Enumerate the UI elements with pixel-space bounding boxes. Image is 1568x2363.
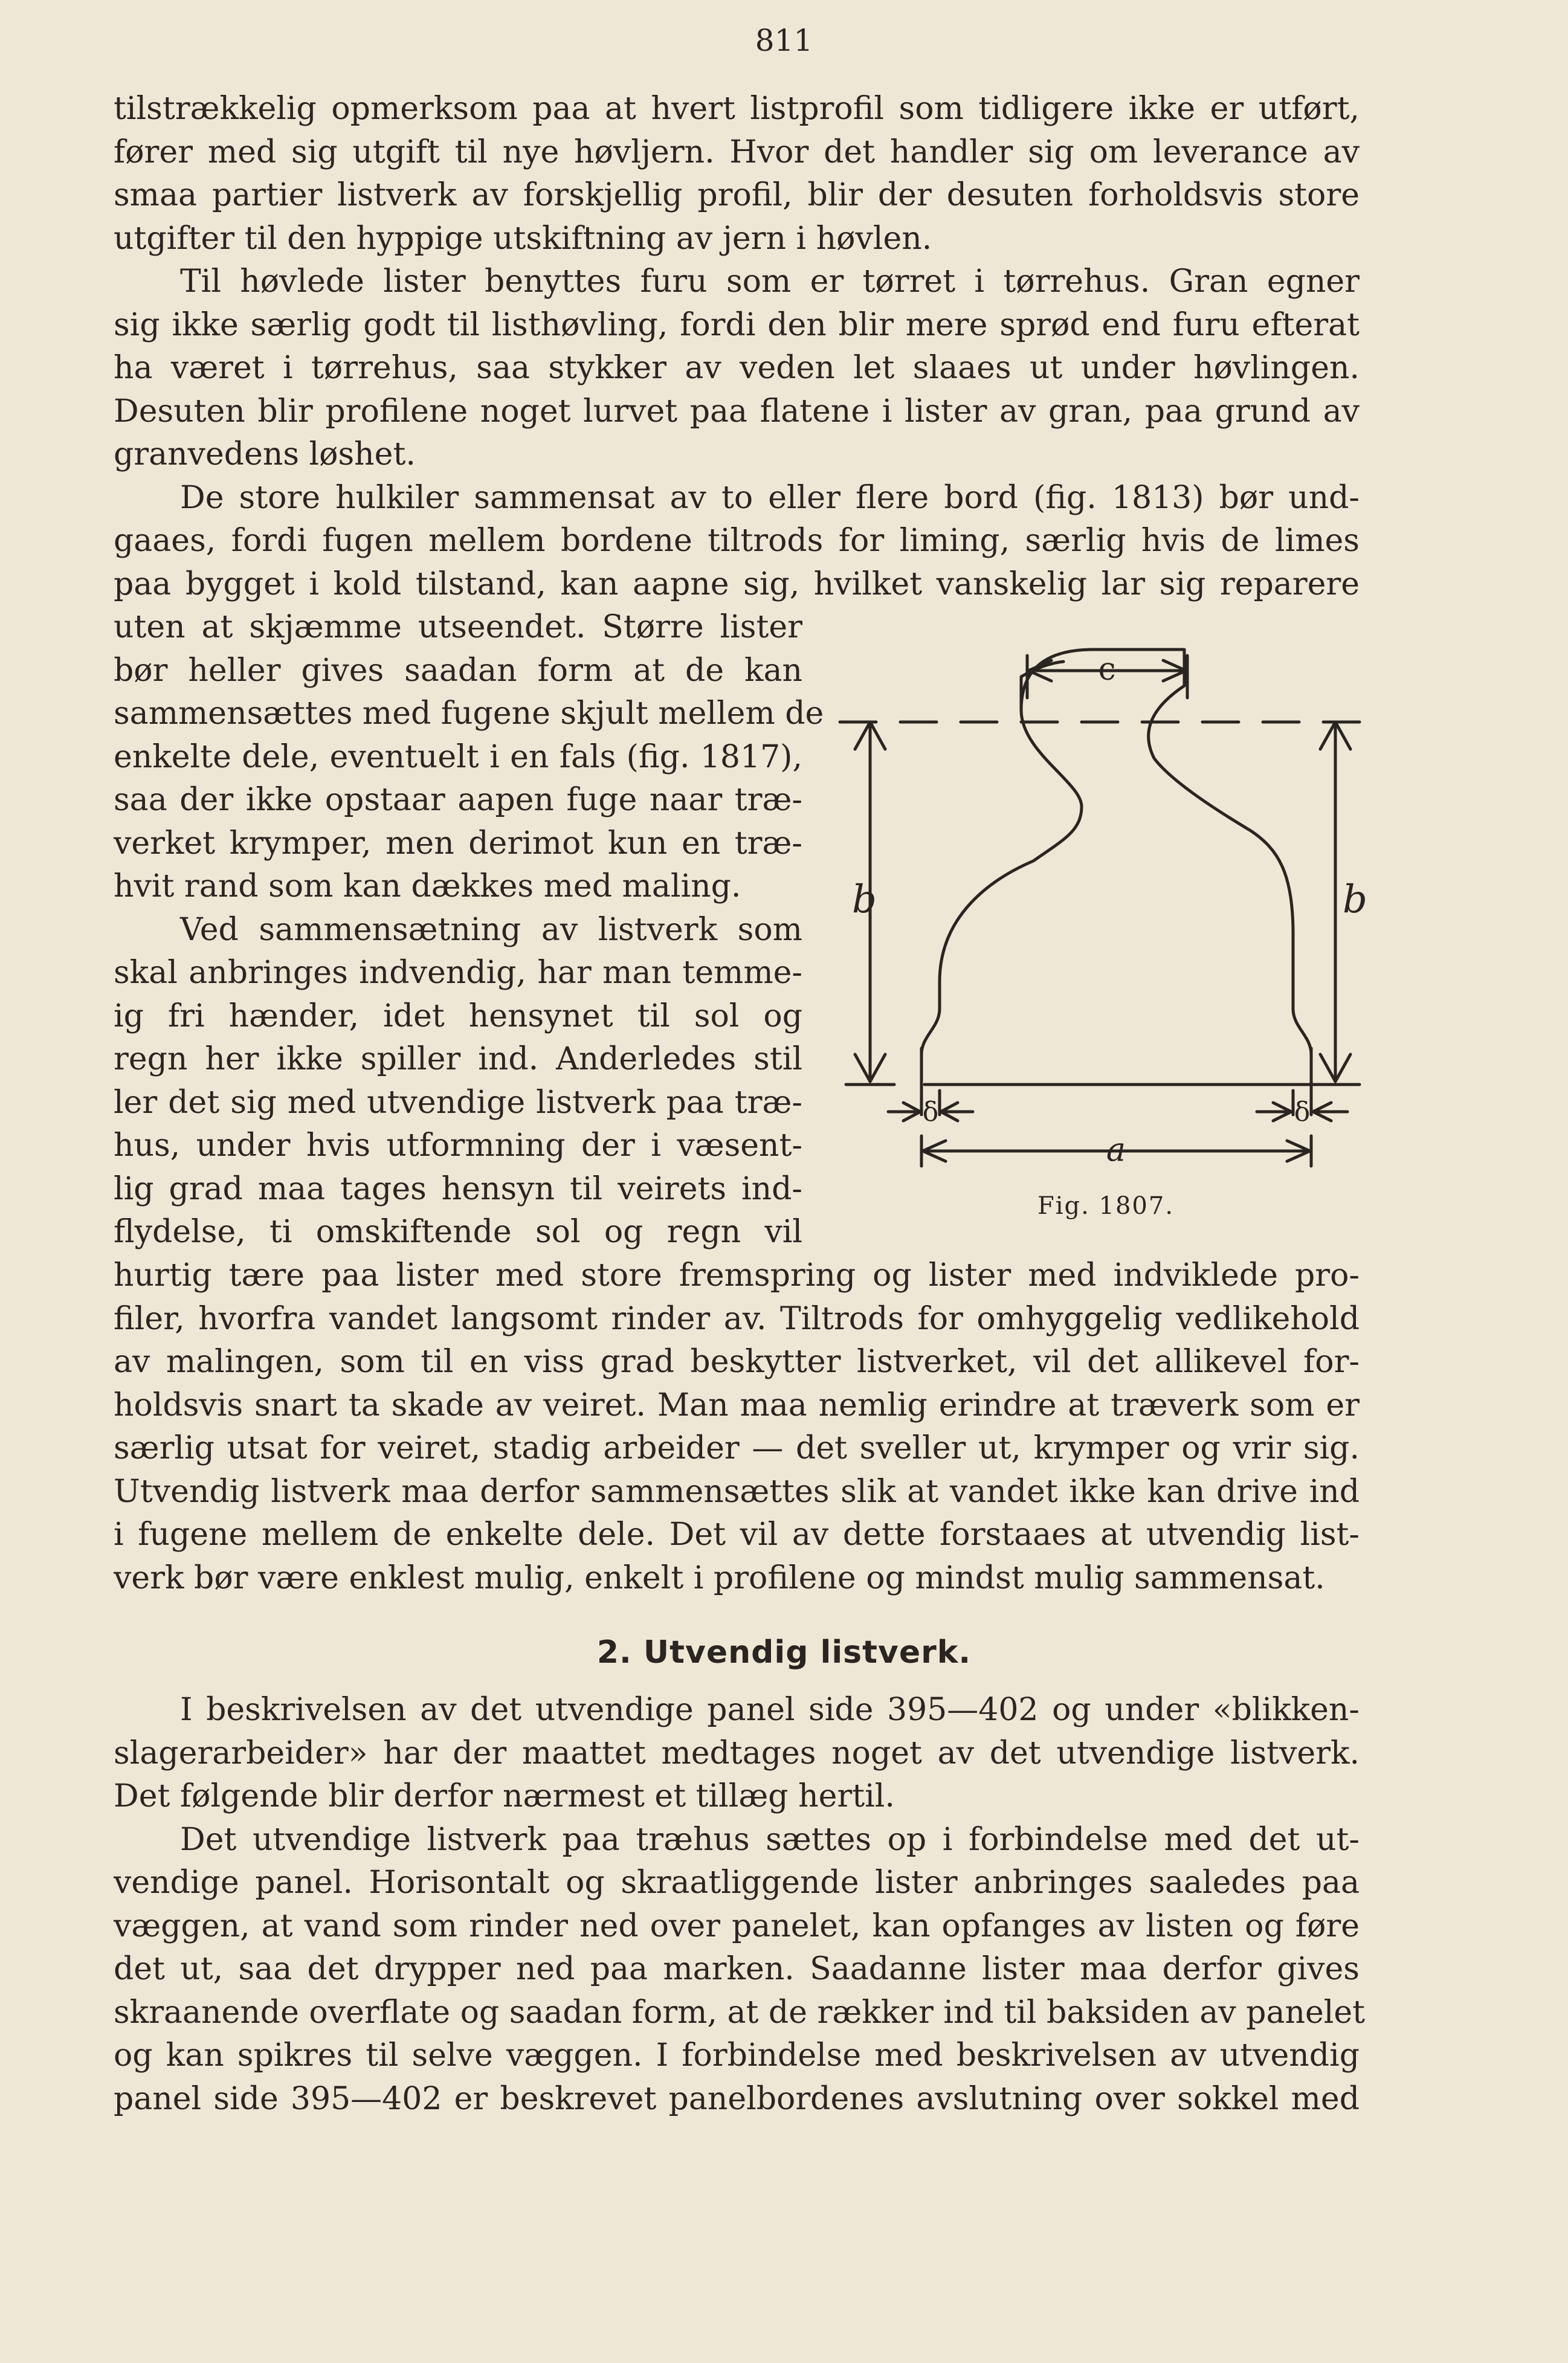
text-line: uten at skjæmme utseendet. Større lister [114,609,802,645]
text-line: saa der ikke opstaar aapen fuge naar træ- [114,782,802,818]
profile-drawing [834,631,1378,1223]
arrow-delta-right-1 [1257,1103,1291,1121]
text-line: vendige panel. Horisontalt og skraatliggende lister anbringes saaledes paa [114,1865,1360,1901]
text-line: lig grad maa tages hensyn til veirets ind- [114,1170,802,1207]
section-heading: 2. Utvendig listverk. [596,1634,972,1671]
text-line: og kan spikres til selve væggen. I forbindelse med beskrivelsen av utvendig [114,2037,1360,2074]
text-line: hus, under hvis utformning der i væsent- [114,1127,802,1164]
text-line: verk bør være enklest mulig, enkelt i profilene og mindst mulig sammensat. [114,1559,1325,1596]
text-line: holdsvis snart ta skade av veiret. Man maa nemlig erindre at træverk som er [114,1387,1360,1423]
text-line: paa bygget i kold tilstand, kan aapne sig, hvilket vanskelig lar sig reparere [114,566,1360,602]
text-line: utgifter til den hyppige utskiftning av jern i høvlen. [114,220,932,257]
text-line: sig ikke særlig godt til listhøvling, fordi den blir mere sprød end furu efterat [114,306,1360,343]
text-line: ler det sig med utvendige listverk paa træ- [114,1084,802,1121]
text-line: gaaes, fordi fugen mellem bordene tiltrods for liming, særlig hvis de limes [114,523,1360,559]
arrow-delta-right-2 [1313,1103,1347,1121]
text-line: hurtig tære paa lister med store fremspring og lister med indviklede pro- [114,1257,1360,1294]
text-line: Til høvlede lister benyttes furu som er tørret i tørrehus. Gran egner [180,263,1360,300]
text-line: skal anbringes indvendig, har man temme- [114,955,802,991]
label-b-left: b [852,877,877,922]
text-line: sammensættes med fugene skjult mellem de [114,695,824,732]
text-line: flydelse, ti omskiftende sol og regn vil [114,1214,802,1250]
text-block-4 [114,1689,1366,2121]
text-line: ha været i tørrehus, saa stykker av veden let slaaes ut under høvlingen. [114,350,1360,386]
text-line: ig fri hænder, idet hensynet til sol og [114,998,802,1034]
text-line: Desuten blir profilene noget lurvet paa flatene i lister av gran, paa grund av [114,393,1360,430]
text-line: enkelte dele, eventuelt i en fals (fig. 1817), [114,738,802,775]
text-line: hvit rand som kan dækkes med maling. [114,868,741,904]
text-line: væggen, at vand som rinder ned over panelet, kan opfanges av listen og føre [114,1907,1360,1944]
text-block-3 [114,1254,1360,1600]
figure-1807 [834,631,1378,1223]
text-line: bør heller gives saadan form at de kan [114,652,802,689]
arrow-delta-left-2 [941,1103,973,1121]
text-line: panel side 395—402 er beskrevet panelbordenes avslutning over sokkel med [114,2080,1360,2117]
text-line: filer, hvorfra vandet langsomt rinder av. Tiltrods for omhyggelig vedlikehold [114,1300,1360,1337]
arrow-delta-left-1 [888,1103,920,1121]
text-line: regn her ikke spiller ind. Anderledes stil [114,1041,802,1077]
text-line: det ut, saa det drypper ned paa marken. Saadanne lister maa derfor gives [114,1951,1360,1987]
text-line: Det følgende blir derfor nærmest et tillæg hertil. [114,1778,895,1814]
text-line: skraanende overflate og saadan form, at de rækker ind til baksiden av panelet [114,1994,1366,2031]
label-b-right: b [1343,877,1367,922]
text-line: Ved sammensætning av listverk som [180,911,802,948]
profile-outline [921,650,1311,1085]
label-c: c [1098,651,1116,688]
text-block-1 [114,88,1360,606]
label-delta-left: δ [922,1097,939,1127]
figure-caption: Fig. 1807. [1037,1192,1175,1220]
text-line: av malingen, som til en viss grad beskytter listverket, vil det allikevel for- [114,1344,1360,1380]
text-line: De store hulkiler sammensat av to eller flere bord (fig. 1813) bør und- [180,479,1360,516]
text-line: i fugene mellem de enkelte dele. Det vil av dette forstaaes at utvendig list- [114,1517,1360,1553]
text-line: granvedens løshet. [114,436,416,472]
text-line: smaa partier listverk av forskjellig profil, blir der desuten forholdsvis store [114,177,1360,213]
text-line: Utvendig listverk maa derfor sammensættes slik at vandet ikke kan drive ind [114,1473,1360,1510]
label-delta-right: δ [1294,1097,1311,1127]
text-line: Det utvendige listverk paa træhus sættes op i forbindelse med det ut- [180,1821,1360,1858]
text-line: særlig utsat for veiret, stadig arbeider — det sveller ut, krymper og vrir sig. [114,1430,1360,1466]
text-line: tilstrækkelig opmerksom paa at hvert listprofil som tidligere ikke er utført, [114,91,1360,127]
text-block-2 [114,606,824,1254]
text-line: fører med sig utgift til nye høvljern. Hvor det handler sig om leverance av [114,134,1360,170]
text-line: slagerarbeider» har der maattet medtages noget av det utvendige listverk. [114,1735,1360,1771]
label-a: a [1106,1130,1126,1169]
page-number: 811 [755,23,813,58]
text-line: I beskrivelsen av det utvendige panel side 395—402 og under «blikken- [180,1692,1360,1728]
text-line: verket krymper, men derimot kun en træ- [114,825,802,862]
